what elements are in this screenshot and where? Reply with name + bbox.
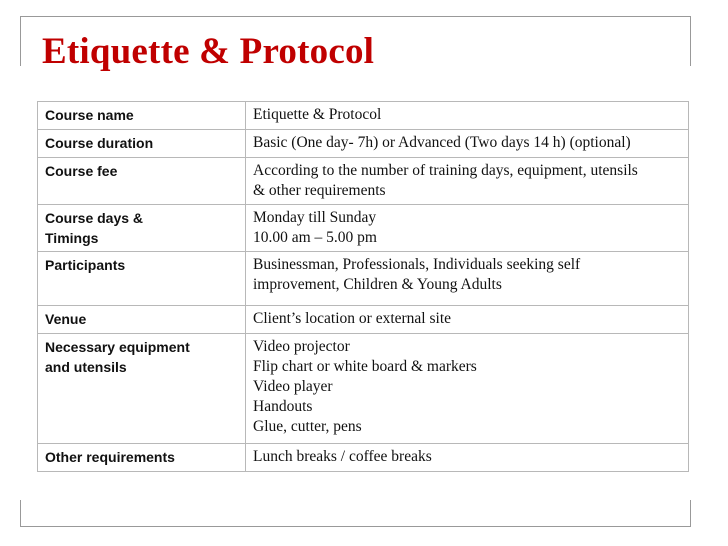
table-row-course-duration (38, 130, 689, 158)
row-label-line: Course days & (45, 210, 144, 226)
row-label-line: Course fee (45, 163, 118, 179)
slide-frame-bottom (20, 526, 690, 527)
row-label (38, 205, 246, 252)
table-row-course-fee (38, 158, 689, 205)
row-value-line: Businessman, Professionals, Individuals seeking self (253, 256, 581, 273)
row-value-line: Client’s location or external site (253, 310, 452, 327)
row-value (246, 102, 689, 130)
row-label-line: Other requirements (45, 449, 175, 465)
row-value-line: Etiquette & Protocol (253, 106, 382, 123)
row-value-line: Handouts (253, 398, 313, 415)
row-value (246, 306, 689, 334)
row-value-line: & other requirements (253, 182, 386, 199)
slide-frame-bottom-left (20, 500, 21, 527)
row-value-line: Lunch breaks / coffee breaks (253, 448, 432, 465)
slide-title: Etiquette & Protocol (42, 31, 375, 72)
row-value (246, 130, 689, 158)
table-row-venue (38, 306, 689, 334)
row-value-line: Video projector (253, 338, 350, 355)
row-label (38, 306, 246, 334)
row-value (246, 205, 689, 252)
row-value (246, 158, 689, 205)
slide-frame-right (690, 16, 691, 66)
slide-frame-bottom-right (690, 500, 691, 527)
row-label (38, 334, 246, 444)
row-label-line: Venue (45, 311, 87, 327)
row-label-line: Course name (45, 107, 134, 123)
row-value (246, 252, 689, 306)
row-value-line: 10.00 am – 5.00 pm (253, 229, 377, 246)
row-value-line: According to the number of training days, equipment, utensils (253, 162, 638, 179)
row-label-line: Participants (45, 257, 126, 273)
row-value-line: improvement, Children & Young Adults (253, 276, 502, 293)
table-row-participants (38, 252, 689, 306)
table-row-course-name (38, 102, 689, 130)
row-value (246, 334, 689, 444)
table-row-course-days-timings (38, 205, 689, 252)
row-label-line: Course duration (45, 135, 154, 151)
row-value (246, 444, 689, 472)
slide-frame-top (20, 16, 690, 17)
row-label (38, 102, 246, 130)
row-value-line: Video player (253, 378, 333, 395)
row-value-line: Flip chart or white board & markers (253, 358, 477, 375)
row-label-line: Timings (45, 230, 99, 246)
table-row-necessary-equipment (38, 334, 689, 444)
slide-frame-left (20, 16, 21, 66)
row-value-line: Glue, cutter, pens (253, 418, 362, 435)
row-label (38, 444, 246, 472)
row-label-line: and utensils (45, 359, 127, 375)
table-row-other-requirements (38, 444, 689, 472)
row-label (38, 252, 246, 306)
row-value-line: Basic (One day- 7h) or Advanced (Two days 14 h) (optional) (253, 134, 631, 151)
course-details-table (37, 101, 689, 472)
row-label (38, 130, 246, 158)
row-label-line: Necessary equipment (45, 339, 190, 355)
row-label (38, 158, 246, 205)
row-value-line: Monday till Sunday (253, 209, 377, 226)
